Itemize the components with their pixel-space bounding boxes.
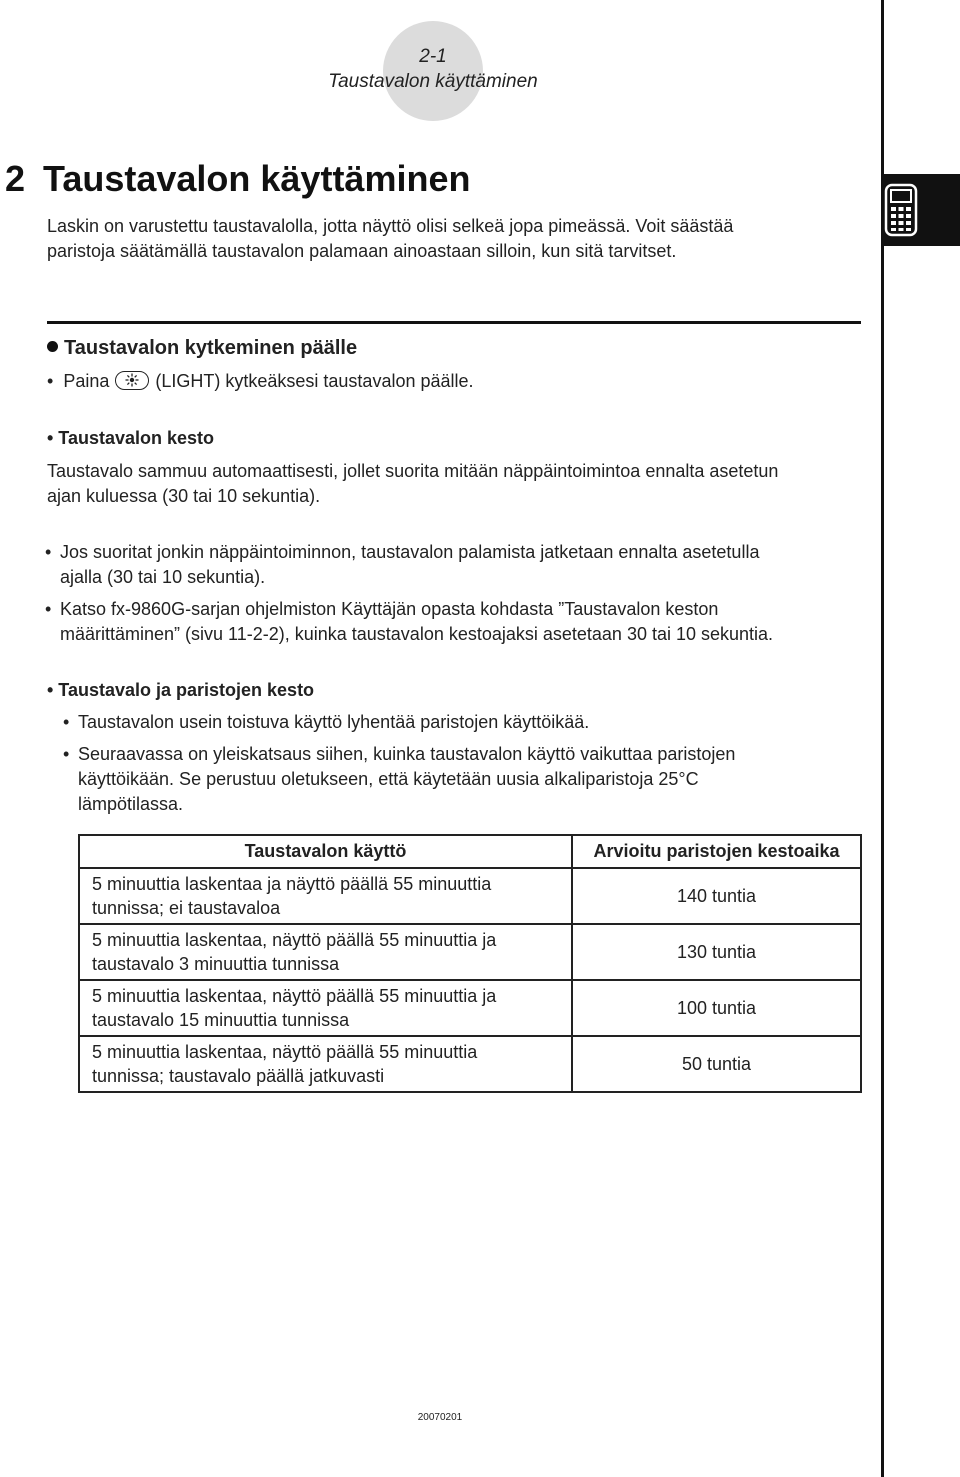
list-item: • Katso fx-9860G-sarjan ohjelmiston Käyttäjän opasta kohdasta ”Taustavalon keston määrittäminen” (sivu 11-2-2), kuinka taustavalon kestoajaksi asetetaan 30 tai 10 sekuntia. (45, 599, 774, 644)
column-header: Arvioitu paristojen kestoaika (572, 835, 861, 868)
section-duration-heading: • Taustavalon kesto (47, 428, 215, 448)
table-cell-life: 130 tuntia (572, 924, 861, 980)
table-row (79, 980, 861, 1036)
bullet-dot (47, 341, 58, 352)
table-row (79, 868, 861, 924)
table-cell-text: tunnissa; taustavalo päällä jatkuvasti (92, 1066, 385, 1086)
list-item: • Taustavalon usein toistuva käyttö lyhentää paristojen käyttöikää. (63, 712, 590, 732)
chapter-title: Taustavalon käyttäminen (43, 158, 471, 199)
page-number: 2-1 (419, 46, 447, 67)
intro-line-2: paristoja säätämällä taustavalon palamaan ainoastaan silloin, kun sitä tarvitset. (47, 241, 677, 261)
table-row (79, 1036, 861, 1092)
section-battery-heading: • Taustavalo ja paristojen kesto (47, 680, 315, 700)
duration-para-line-2: ajan kuluessa (30 tai 10 sekuntia). (47, 486, 321, 506)
duration-para-line-1: Taustavalo sammuu automaattisesti, jollet suorita mitään näppäintoimintoa ennalta asetetun (47, 461, 779, 481)
battery-life-table (78, 834, 862, 1093)
column-header: Taustavalon käyttö (79, 835, 572, 868)
list-item: • Seuraavassa on yleiskatsaus siihen, kuinka taustavalon käyttö vaikuttaa paristojen käyttöikään. Se perustuu oletukseen, että käytetään uusia alkaliparistoja 25°C lämpötilassa. (63, 744, 736, 814)
table-cell-text: 5 minuuttia laskentaa ja näyttö päällä 55 minuuttia (92, 874, 492, 894)
calculator-icon (884, 183, 918, 237)
footer-code: 20070201 (417, 1412, 463, 1423)
table-cell-life: 140 tuntia (572, 868, 861, 924)
light-key-icon (115, 371, 149, 390)
chapter-heading (5, 158, 470, 200)
table-cell-life: 50 tuntia (572, 1036, 861, 1092)
list-item: • Jos suoritat jonkin näppäintoiminnon, taustavalon palamista jatketaan ennalta asetetulla ajalla (30 tai 10 sekuntia). (45, 542, 760, 587)
table-cell-text: 5 minuuttia laskentaa, näyttö päällä 55 minuuttia (92, 1042, 478, 1062)
intro-line-1: Laskin on varustettu taustavalolla, jotta näyttö olisi selkeä jopa pimeässä. Voit säästää (47, 216, 734, 236)
table-cell-text: taustavalo 15 minuuttia tunnissa (92, 1010, 350, 1030)
table-header-row (79, 835, 861, 868)
header-title: Taustavalon käyttäminen (328, 71, 538, 92)
section-divider (47, 321, 861, 324)
table-cell-life: 100 tuntia (572, 980, 861, 1036)
chapter-number: 2 (5, 158, 26, 199)
table-cell-text: tunnissa; ei taustavaloa (92, 898, 281, 918)
table-cell-text: taustavalo 3 minuuttia tunnissa (92, 954, 340, 974)
table-cell-text: 5 minuuttia laskentaa, näyttö päällä 55 minuuttia ja (92, 986, 497, 1006)
section-on-instruction: • Paina (LIGHT) kytkeäksesi taustavalon päälle. (47, 371, 474, 391)
chapter-tab (884, 174, 960, 246)
table-row (79, 924, 861, 980)
section-on-heading: Taustavalon kytkeminen päälle (47, 336, 357, 361)
table-cell-text: 5 minuuttia laskentaa, näyttö päällä 55 minuuttia ja (92, 930, 497, 950)
